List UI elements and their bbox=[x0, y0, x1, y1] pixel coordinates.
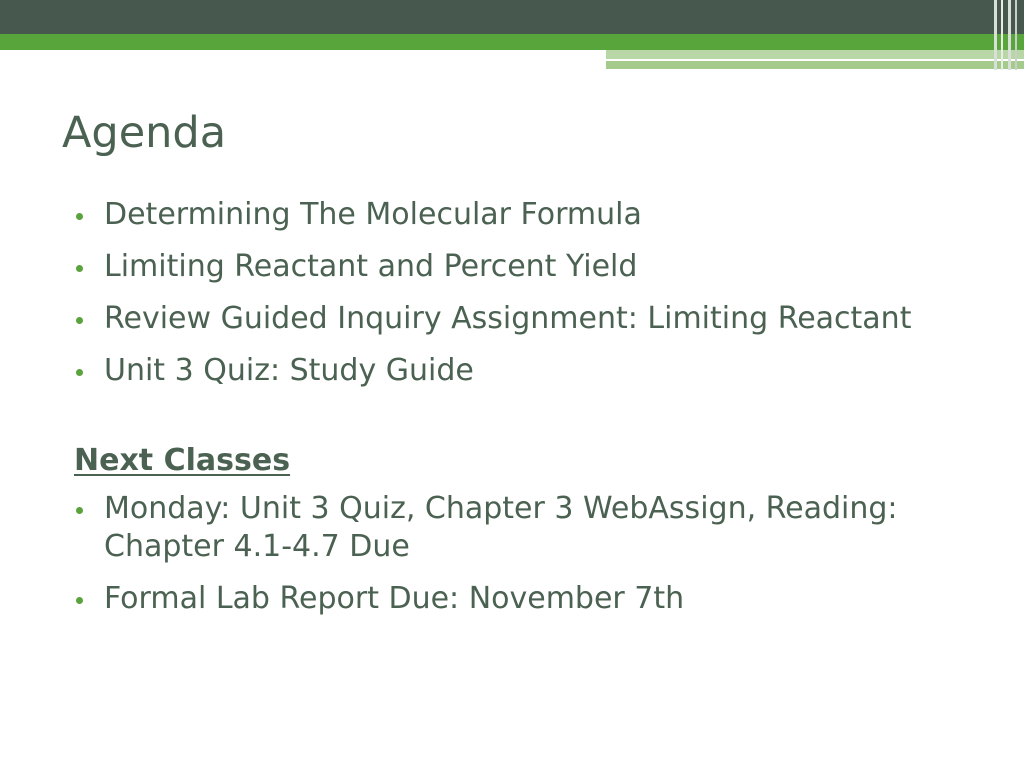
next-classes-list bbox=[74, 490, 994, 618]
bullet-icon bbox=[76, 507, 83, 514]
section-spacer bbox=[74, 404, 994, 442]
header-green-band bbox=[0, 34, 1024, 50]
agenda-item bbox=[74, 300, 994, 338]
next-class-item bbox=[74, 580, 994, 618]
agenda-item-text: Limiting Reactant and Percent Yield bbox=[104, 249, 638, 284]
decorative-stripe bbox=[994, 0, 997, 70]
slide-content bbox=[74, 196, 994, 632]
decorative-stripe bbox=[1008, 0, 1011, 70]
decorative-stripe bbox=[1001, 0, 1003, 70]
decorative-stripe bbox=[1015, 0, 1017, 70]
header-light-band-bottom bbox=[606, 61, 1024, 69]
agenda-item bbox=[74, 352, 994, 390]
next-classes-heading: Next Classes bbox=[74, 443, 291, 478]
header-light-band-top bbox=[606, 50, 1024, 59]
agenda-item-text: Determining The Molecular Formula bbox=[104, 197, 642, 232]
bullet-icon bbox=[76, 597, 83, 604]
agenda-list bbox=[74, 196, 994, 390]
agenda-item-text: Review Guided Inquiry Assignment: Limiting Reactant bbox=[104, 301, 912, 336]
bullet-icon bbox=[76, 213, 83, 220]
bullet-icon bbox=[76, 369, 83, 376]
next-class-item bbox=[74, 490, 994, 566]
agenda-item bbox=[74, 196, 994, 234]
next-class-item-text: Formal Lab Report Due: November 7th bbox=[104, 581, 685, 616]
bullet-icon bbox=[76, 265, 83, 272]
next-class-item-text: Monday: Unit 3 Quiz, Chapter 3 WebAssign, Reading: Chapter 4.1-4.7 Due bbox=[104, 491, 898, 564]
header-dark-band bbox=[0, 0, 1024, 34]
agenda-item-text: Unit 3 Quiz: Study Guide bbox=[104, 353, 474, 388]
agenda-item bbox=[74, 248, 994, 286]
bullet-icon bbox=[76, 317, 83, 324]
slide-title: Agenda bbox=[62, 108, 227, 158]
